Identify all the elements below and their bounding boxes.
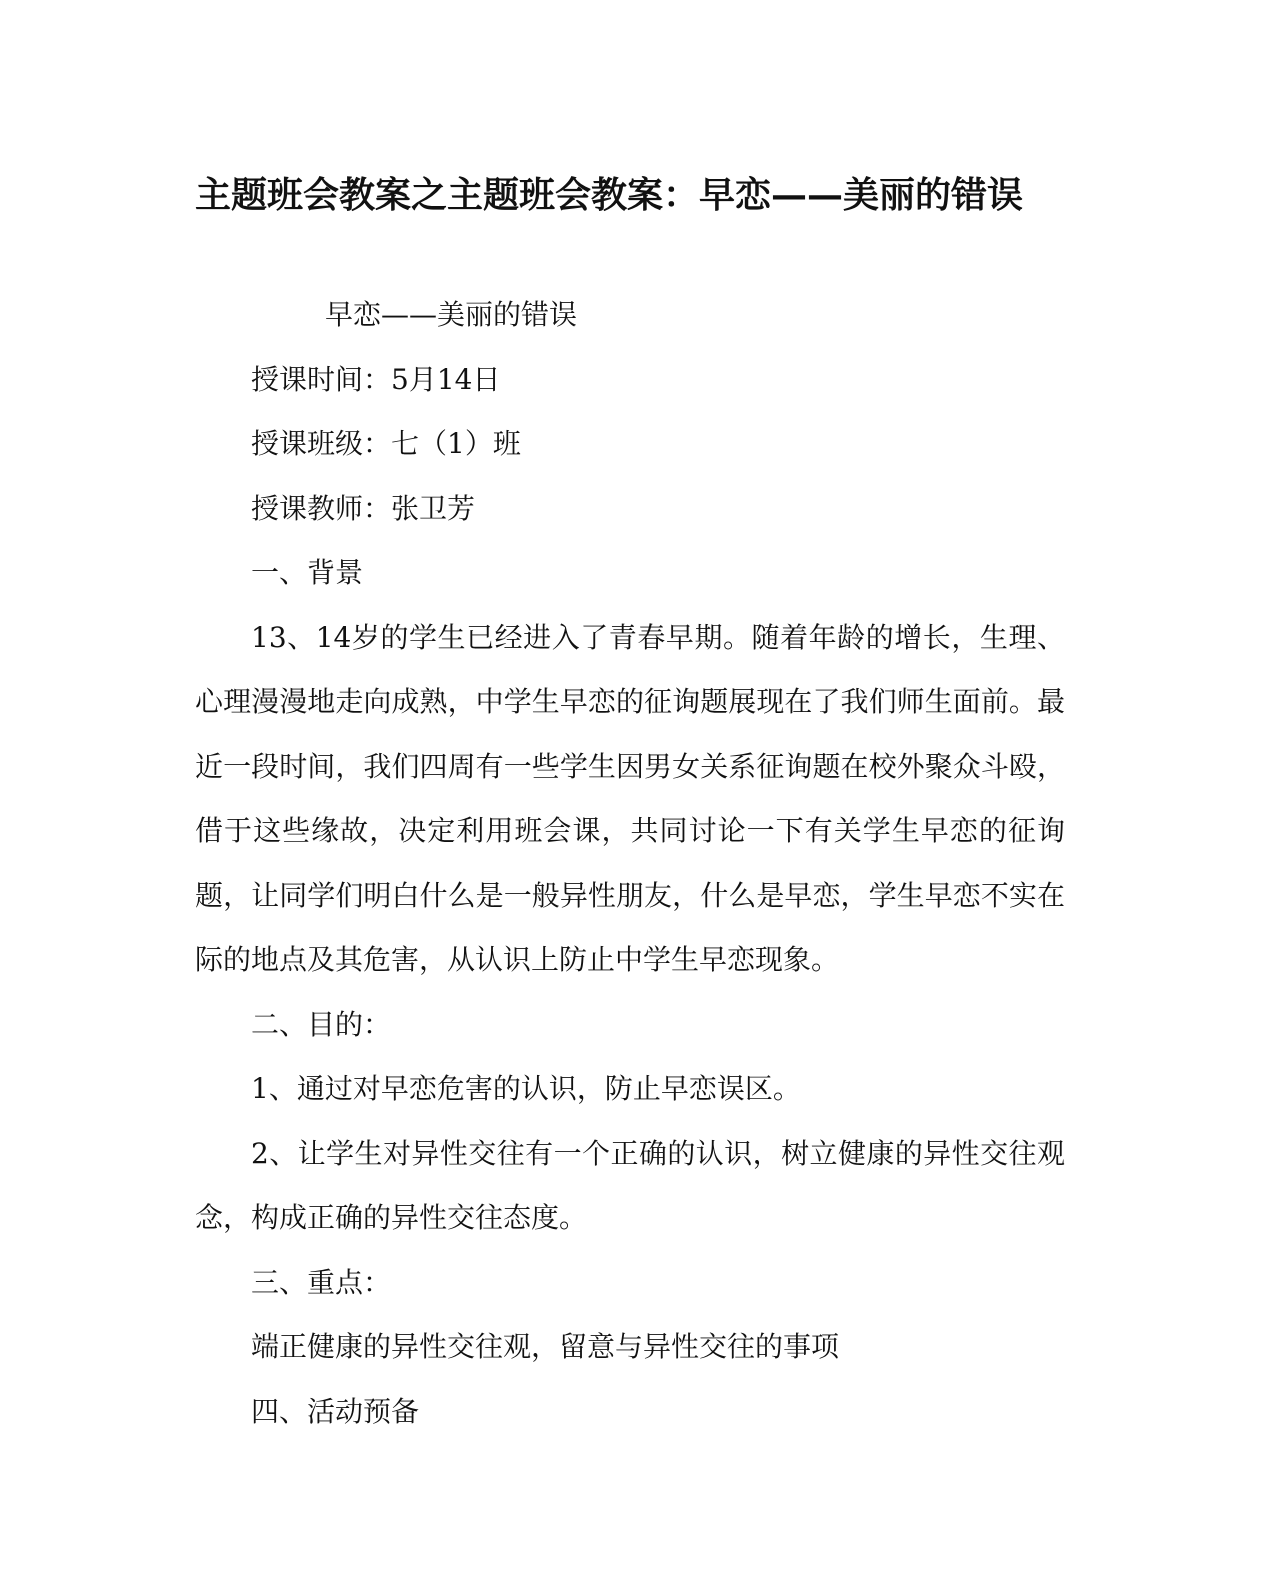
background-paragraph: 13、14岁的学生已经进入了青春早期。随着年龄的增长，生理、心理漫漫地走向成熟，中学生早恋的征询题展现在了我们师生面前。最近一段时间，我们四周有一些学生因男女关系征询题在校外聚众斗殴，借于这些缘故，决定利用班会课，共同讨论一下有关学生早恋的征询题，让同学们明白什么是一般异性朋友，什么是早恋，学生早恋不实在际的地点及其危害，从认识上防止中学生早恋现象。 (195, 620, 1065, 976)
document-title: 主题班会教案之主题班会教案：早恋——美丽的错误 (195, 174, 1024, 216)
section-heading-goals: 二、目的： (251, 1007, 392, 1041)
section-heading-background: 一、背景 (251, 556, 364, 589)
lesson-class: 授课班级：七（1）班 (251, 427, 521, 460)
lesson-teacher: 授课教师：张卫芳 (251, 491, 476, 525)
goal-item-1: 1、通过对早恋危害的认识，防止早恋误区。 (251, 1072, 801, 1105)
goal-item-2: 2、让学生对异性交往有一个正确的认识，树立健康的异性交往观念，构成正确的异性交往态度。 (195, 1136, 1065, 1234)
section-heading-focus: 三、重点： (251, 1265, 392, 1299)
focus-text: 端正健康的异性交往观，留意与异性交往的事项 (251, 1330, 840, 1363)
section-heading-preparation: 四、活动预备 (251, 1394, 420, 1428)
document-subtitle: 早恋——美丽的错误 (325, 298, 578, 331)
document-body (195, 283, 1065, 1444)
lesson-time: 授课时间：5月14日 (251, 362, 501, 396)
